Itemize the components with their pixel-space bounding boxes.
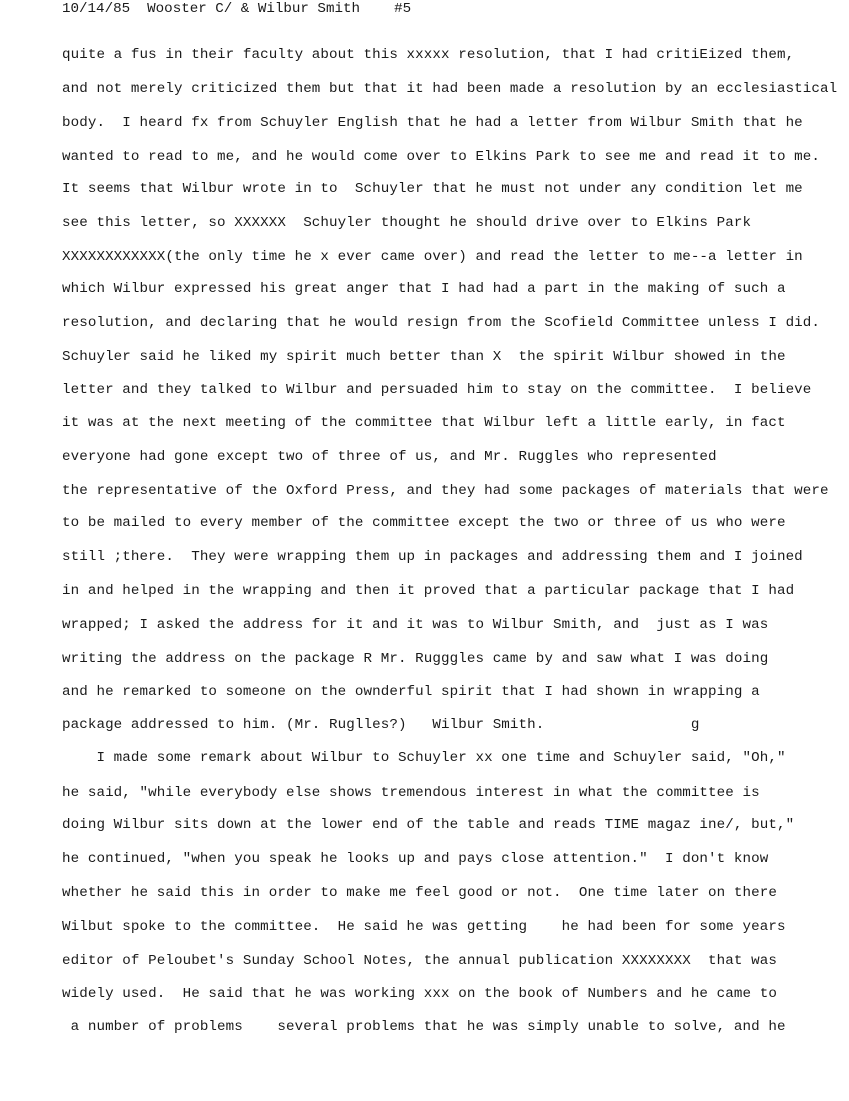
text-line: he said, "while everybody else shows tremendous interest in what the committee is — [62, 785, 760, 801]
text-line: he continued, "when you speak he looks up and pays close attention." I don't know — [62, 851, 769, 867]
text-line: in and helped in the wrapping and then it proved that a particular package that I had — [62, 583, 795, 599]
text-line: wanted to read to me, and he would come over to Elkins Park to see me and read it to me. — [62, 149, 821, 165]
text-line: resolution, and declaring that he would resign from the Scofield Committee unless I did. — [62, 315, 821, 331]
text-line: everyone had gone except two of three of us, and Mr. Ruggles who represented — [62, 449, 717, 465]
text-line: body. I heard fx from Schuyler English that he had a letter from Wilbur Smith that he — [62, 115, 803, 131]
text-line: and he remarked to someone on the ownderful spirit that I had shown in wrapping a — [62, 684, 760, 700]
text-line: I made some remark about Wilbur to Schuyler xx one time and Schuyler said, "Oh," — [62, 750, 786, 766]
text-line: letter and they talked to Wilbur and persuaded him to stay on the committee. I believe — [62, 382, 812, 398]
text-line: which Wilbur expressed his great anger that I had had a part in the making of such a — [62, 281, 786, 297]
text-line: a number of problems several problems that he was simply unable to solve, and he — [62, 1019, 786, 1035]
text-line: the representative of the Oxford Press, and they had some packages of materials that were — [62, 483, 829, 499]
text-line: it was at the next meeting of the committee that Wilbur left a little early, in fact — [62, 415, 786, 431]
text-line: writing the address on the package R Mr. Rugggles came by and saw what I was doing — [62, 651, 769, 667]
header-title: Wooster C/ & Wilbur Smith — [147, 1, 361, 17]
text-line: widely used. He said that he was working xxx on the book of Numbers and he came to — [62, 986, 777, 1002]
text-line: It seems that Wilbur wrote in to Schuyler that he must not under any condition let me — [62, 181, 803, 197]
text-line: quite a fus in their faculty about this xxxxx resolution, that I had critiEized them, — [62, 47, 795, 63]
text-line: whether he said this in order to make me feel good or not. One time later on there — [62, 885, 777, 901]
text-line: editor of Peloubet's Sunday School Notes, the annual publication XXXXXXXX that was — [62, 953, 777, 969]
text-line: XXXXXXXXXXXX(the only time he x ever came over) and read the letter to me--a letter in — [62, 249, 803, 265]
text-line: and not merely criticized them but that it had been made a resolution by an ecclesiastical — [62, 81, 838, 97]
header-page-number: #5 — [394, 1, 412, 17]
text-line: package addressed to him. (Mr. Ruglles?) Wilbur Smith. g — [62, 717, 700, 733]
page-header — [62, 0, 411, 18]
text-line: wrapped; I asked the address for it and it was to Wilbur Smith, and just as I was — [62, 617, 769, 633]
text-line: Wilbut spoke to the committee. He said he was getting he had been for some years — [62, 919, 786, 935]
text-line: Schuyler said he liked my spirit much better than X the spirit Wilbur showed in the — [62, 349, 786, 365]
text-line: see this letter, so XXXXXX Schuyler thought he should drive over to Elkins Park — [62, 215, 752, 231]
header-date: 10/14/85 — [62, 1, 131, 17]
text-line: still ;there. They were wrapping them up in packages and addressing them and I joined — [62, 549, 803, 565]
text-line: to be mailed to every member of the committee except the two or three of us who were — [62, 515, 786, 531]
text-line: doing Wilbur sits down at the lower end of the table and reads TIME magaz ine/, but," — [62, 817, 795, 833]
